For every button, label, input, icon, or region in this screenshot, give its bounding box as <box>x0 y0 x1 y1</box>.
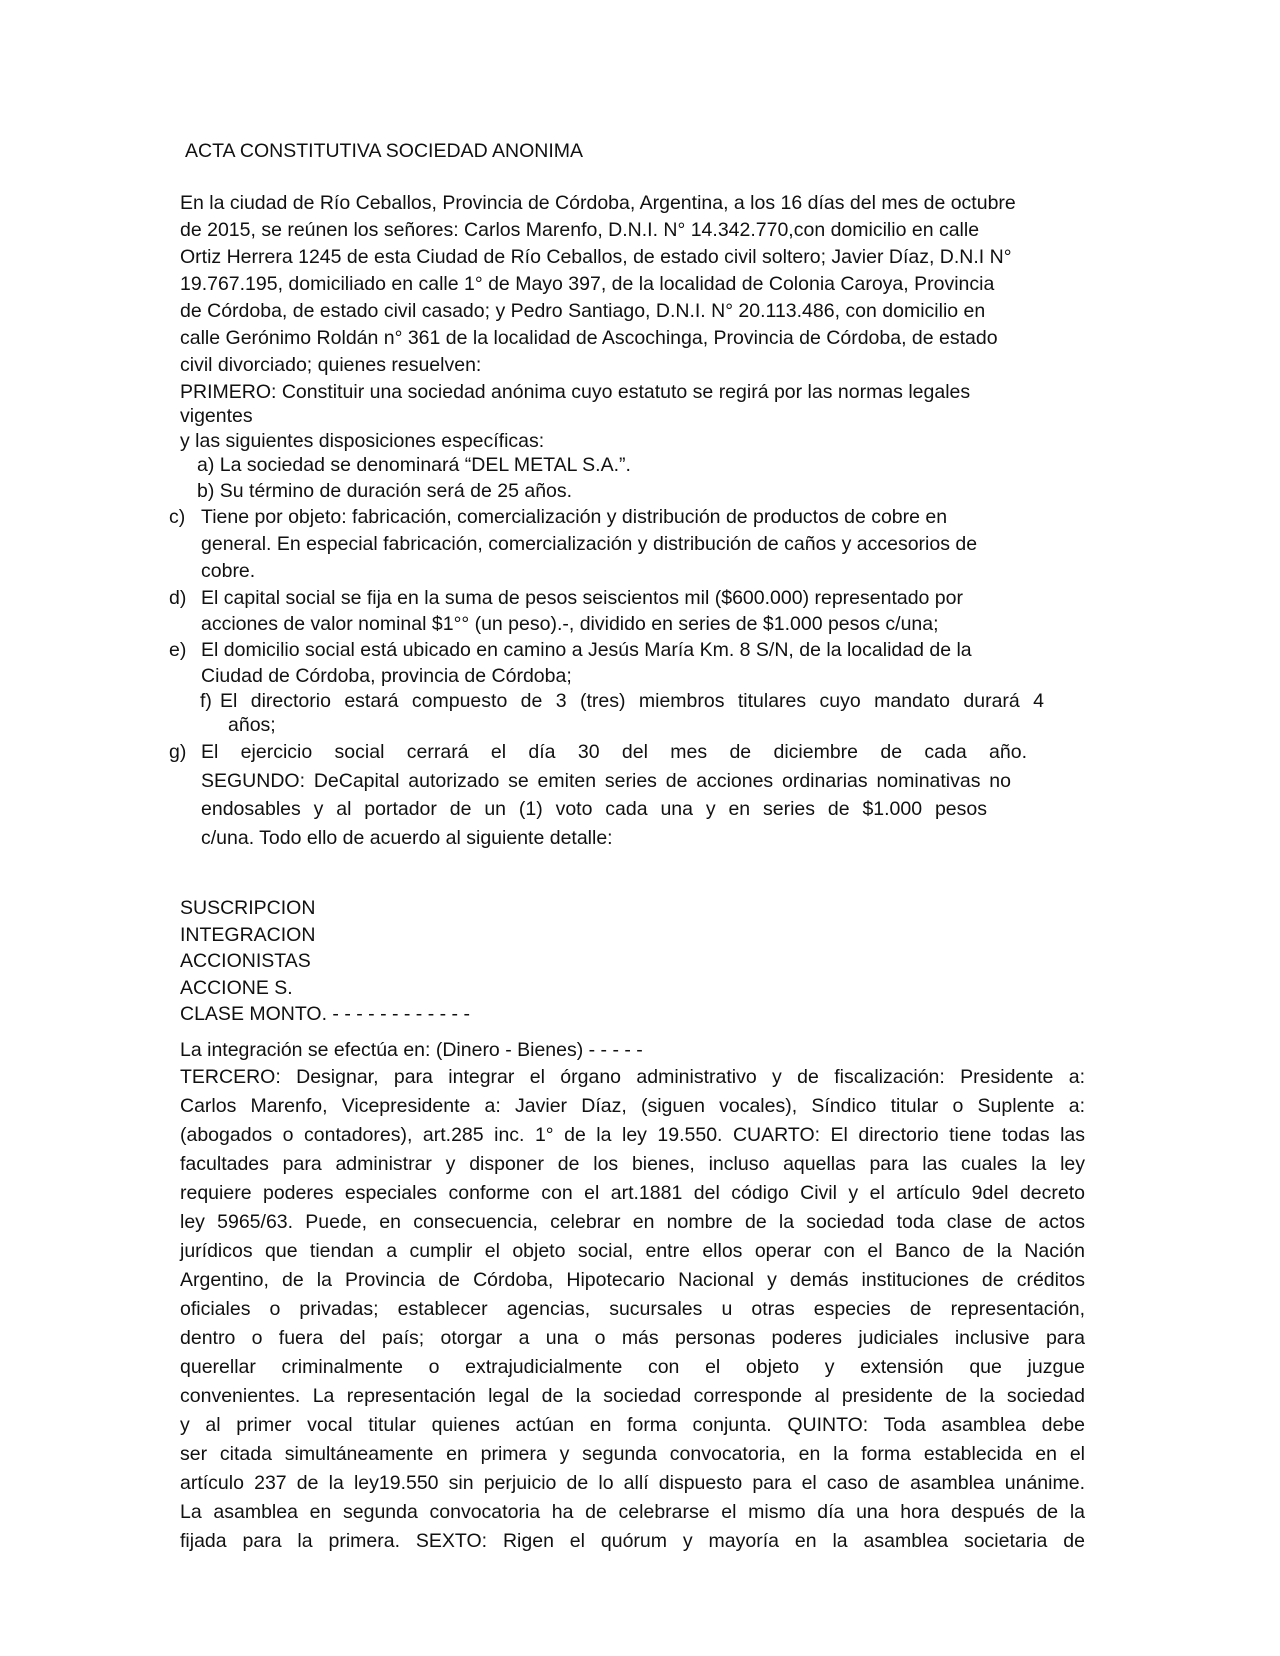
item-line: Tiene por objeto: fabricación, comercialización y distribución de productos de cobre en <box>201 506 948 528</box>
integration-line: La integración se efectúa en: (Dinero - Bienes) - - - - - <box>180 1039 643 1061</box>
paragraph-line: requiere poderes especiales conforme con el art.1881 del código Civil y el artículo 9del decreto <box>180 1182 1085 1204</box>
shares-table-header <box>180 895 1080 1028</box>
intro-line: En la ciudad de Río Ceballos, Provincia de Córdoba, Argentina, a los 16 días del mes de octubre <box>180 192 1016 214</box>
column-header: ACCIONISTAS <box>180 950 311 972</box>
paragraph-line: fijada para la primera. SEXTO: Rigen el quórum y mayoría en la asamblea societaria de <box>180 1530 1085 1552</box>
item-line: c/una. Todo ello de acuerdo al siguiente detalle: <box>201 826 613 849</box>
column-header: CLASE MONTO. - - - - - - - - - - - - <box>180 1003 470 1025</box>
item-line: SEGUNDO: DeCapital autorizado se emiten series de acciones ordinarias nominativas no <box>201 769 1011 792</box>
paragraph-line: oficiales o privadas; establecer agencias, sucursales u otras especies de representación, <box>180 1298 1085 1320</box>
articles-paragraph <box>180 1063 1085 1556</box>
paragraph-line: jurídicos que tiendan a cumplir el objeto social, entre ellos operar con el Banco de la Nación <box>180 1240 1085 1262</box>
intro-line: Ortiz Herrera 1245 de esta Ciudad de Río Ceballos, de estado civil soltero; Javier Díaz, D.N.I N° <box>180 246 1012 268</box>
paragraph-line: y al primer vocal titular quienes actúan en forma conjunta. QUINTO: Toda asamblea debe <box>180 1414 1085 1436</box>
paragraph-line: Carlos Marenfo, Vicepresidente a: Javier Díaz, (siguen vocales), Síndico titular o Suplente a: <box>180 1095 1085 1117</box>
list-item-a <box>180 452 1080 478</box>
intro-line: civil divorciado; quienes resuelven: <box>180 354 482 376</box>
primero-line: PRIMERO: Constituir una sociedad anónima cuyo estatuto se regirá por las normas legales <box>180 381 971 403</box>
item-line: general. En especial fabricación, comercialización y distribución de caños y accesorios de <box>201 533 978 555</box>
primero-line: y las siguientes disposiciones específicas: <box>180 430 545 452</box>
item-line: acciones de valor nominal $1°° (un peso).-, dividido en series de $1.000 pesos c/una; <box>201 613 939 635</box>
paragraph-line: ser citada simultáneamente en primera y segunda convocatoria, en la forma establecida en el <box>180 1443 1085 1465</box>
primero-line: vigentes <box>180 405 253 427</box>
list-item-g <box>169 738 1080 852</box>
item-marker: f) <box>200 690 212 712</box>
item-line: años; <box>228 714 276 736</box>
intro-line: calle Gerónimo Roldán n° 361 de la localidad de Ascochinga, Provincia de Córdoba, de estado <box>180 327 998 349</box>
item-marker: g) <box>169 741 187 763</box>
column-header: INTEGRACION <box>180 923 316 946</box>
item-marker: c) <box>169 506 186 528</box>
list-item-e <box>169 637 1080 689</box>
item-line: El domicilio social está ubicado en camino a Jesús María Km. 8 S/N, de la localidad de la <box>201 639 972 661</box>
intro-line: 19.767.195, domiciliado en calle 1° de Mayo 397, de la localidad de Colonia Caroya, Provincia <box>180 273 995 295</box>
intro-paragraph <box>180 190 1080 454</box>
column-header: ACCIONE S. <box>180 976 293 999</box>
item-marker: e) <box>169 639 187 661</box>
paragraph-line: (abogados o contadores), art.285 inc. 1° de la ley 19.550. CUARTO: El directorio tiene todas las <box>180 1124 1085 1146</box>
intro-line: de Córdoba, de estado civil casado; y Pedro Santiago, D.N.I. N° 20.113.486, con domicilio en <box>180 300 986 322</box>
list-item-f <box>180 689 1080 737</box>
paragraph-line: TERCERO: Designar, para integrar el órgano administrativo y de fiscalización: Presidente a: <box>180 1066 1085 1088</box>
list-item-c <box>169 504 1080 585</box>
item-marker: d) <box>169 587 187 609</box>
provisions-list <box>169 452 1080 852</box>
list-item-d <box>169 585 1080 637</box>
column-header: SUSCRIPCION <box>180 897 316 919</box>
item-line: El directorio estará compuesto de 3 (tres) miembros titulares cuyo mandato durará 4 <box>220 690 1044 712</box>
document-title: ACTA CONSTITUTIVA SOCIEDAD ANONIMA <box>185 140 583 162</box>
item-text: Su término de duración será de 25 años. <box>219 480 573 502</box>
list-item-b <box>180 478 1080 504</box>
item-text: La sociedad se denominará “DEL METAL S.A.”. <box>219 454 631 476</box>
item-line: cobre. <box>201 560 256 582</box>
paragraph-line: convenientes. La representación legal de la sociedad corresponde al presidente de la sociedad <box>180 1385 1085 1407</box>
item-marker: b) <box>197 480 215 502</box>
paragraph-line: querellar criminalmente o extrajudicialmente con el objeto y extensión que juzgue <box>180 1356 1085 1378</box>
paragraph-line: La asamblea en segunda convocatoria ha de celebrarse el mismo día una hora después de la <box>180 1501 1085 1523</box>
paragraph-line: dentro o fuera del país; otorgar a una o más personas poderes judiciales inclusive para <box>180 1327 1085 1349</box>
paragraph-line: facultades para administrar y disponer de los bienes, incluso aquellas para las cuales la ley <box>180 1153 1085 1175</box>
paragraph-line: ley 5965/63. Puede, en consecuencia, celebrar en nombre de la sociedad toda clase de actos <box>180 1211 1085 1233</box>
item-marker: a) <box>197 454 215 476</box>
item-line: El ejercicio social cerrará el día 30 del mes de diciembre de cada año. <box>201 741 1027 763</box>
paragraph-line: artículo 237 de la ley19.550 sin perjuicio de lo allí dispuesto para el caso de asamblea unánime. <box>180 1472 1085 1494</box>
intro-line: de 2015, se reúnen los señores: Carlos Marenfo, D.N.I. N° 14.342.770,con domicilio en calle <box>180 219 980 241</box>
item-line: Ciudad de Córdoba, provincia de Córdoba; <box>201 665 572 687</box>
item-line: endosables y al portador de un (1) voto cada una y en series de $1.000 pesos <box>201 798 987 820</box>
item-line: El capital social se fija en la suma de pesos seiscientos mil ($600.000) representado por <box>201 587 963 609</box>
paragraph-line: Argentino, de la Provincia de Córdoba, Hipotecario Nacional y demás instituciones de créditos <box>180 1269 1085 1291</box>
